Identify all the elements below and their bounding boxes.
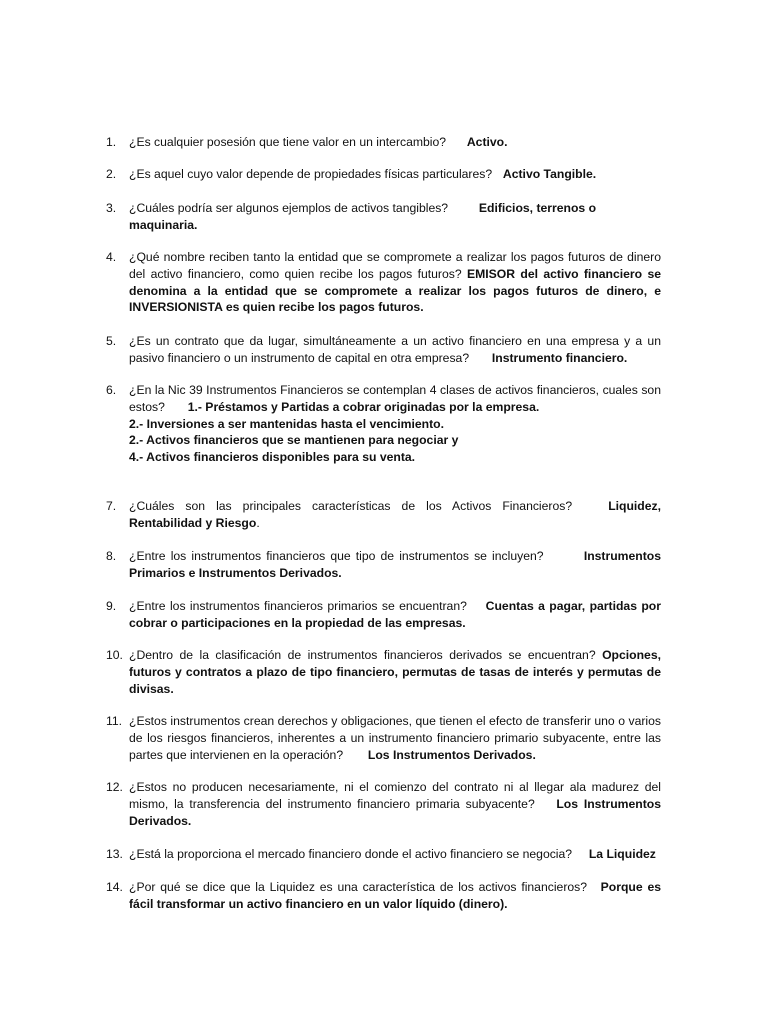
- question-item-2: [106, 166, 661, 183]
- item-number: 1.: [106, 135, 117, 149]
- question-text: ¿Cuáles son las principales características de los Activos Financieros?: [129, 499, 573, 513]
- question-text: ¿Estos instrumentos crean derechos y obligaciones, que tienen el efecto de transferir uno o varios de los riesgos financieros, inherentes a un instrumento financiero primario subyacente, entre las partes que intervienen en la operación?: [129, 714, 661, 762]
- question-text: ¿Es cualquier posesión que tiene valor en un intercambio?: [129, 135, 447, 149]
- question-item-9: [106, 598, 661, 632]
- answer-text: Instrumentos Primarios e Instrumentos Derivados.: [129, 549, 662, 580]
- item-number: 7.: [106, 499, 117, 513]
- question-item-13: [106, 846, 661, 863]
- question-text: ¿Cuáles podría ser algunos ejemplos de activos tangibles?: [129, 201, 449, 215]
- answer-text: Los Instrumentos Derivados.: [129, 796, 662, 828]
- question-item-5: [106, 333, 661, 367]
- answer-text: Opciones, futuros y contratos a plazo de tipo financiero, permutas de tasas de interés y permutas de divisas.: [129, 648, 661, 696]
- question-item-6: [106, 382, 661, 466]
- question-item-1: [106, 134, 661, 151]
- answer-text: Los Instrumentos Derivados.: [367, 747, 536, 762]
- question-text: ¿Qué nombre reciben tanto la entidad que se compromete a realizar los pagos futuros de dinero del activo financiero, como quien recibe los pagos futuros?: [129, 250, 661, 281]
- answer-text: EMISOR del activo financiero se denomina a la entidad que se compromete a realizar los pagos futuros de dinero, e INVERSIONISTA es quien recibe los pagos futuros.: [129, 266, 661, 315]
- question-text: ¿Por qué se dice que la Liquidez es una característica de los activos financieros?: [129, 880, 588, 894]
- question-text: ¿Dentro de la clasificación de instrumentos financieros derivados se encuentran?: [129, 648, 596, 662]
- question-text: ¿Estos no producen necesariamente, ni el comienzo del contrato ni al llegar ala madurez del mismo, la transferencia del instrumento financiero primaria subyacente?: [129, 780, 661, 811]
- question-item-3: [106, 200, 661, 234]
- question-text: ¿Entre los instrumentos financieros que tipo de instrumentos se incluyen?: [129, 549, 544, 563]
- answer-line-1: 1.- Préstamos y Partidas a cobrar originadas por la empresa.: [187, 399, 540, 414]
- answer-line-3: 2.- Activos financieros que se mantienen para negociar y: [129, 433, 459, 448]
- item-number: 11.: [106, 714, 123, 728]
- item-number: 2.: [106, 167, 117, 181]
- question-item-7: [106, 498, 661, 532]
- item-number: 14.: [106, 880, 123, 894]
- item-number: 4.: [106, 250, 117, 264]
- answer-period: .: [256, 515, 260, 530]
- answer-text: Edificios, terrenos o maquinaria.: [129, 201, 597, 232]
- item-number: 6.: [106, 383, 117, 397]
- answer-text: Liquidez, Rentabilidad y Riesgo: [129, 499, 662, 530]
- question-item-11: [106, 713, 661, 763]
- question-item-10: [106, 647, 661, 697]
- answer-text: Instrumento financiero.: [491, 350, 628, 365]
- item-number: 5.: [106, 334, 117, 348]
- item-number: 3.: [106, 201, 117, 215]
- answer-text: La Liquidez: [588, 847, 656, 861]
- answer-text: Activo Tangible.: [502, 167, 597, 181]
- question-item-8: [106, 548, 661, 582]
- question-text: ¿Es un contrato que da lugar, simultáneamente a un activo financiero en una empresa y a un pasivo financiero o un instrumento de capital en otra empresa?: [129, 334, 661, 365]
- answer-line-4: 4.- Activos financieros disponibles para su venta.: [129, 450, 416, 465]
- question-text: ¿Está la proporciona el mercado financiero donde el activo financiero se negocia?: [129, 847, 573, 861]
- question-item-12: [106, 779, 661, 829]
- item-number: 13.: [106, 847, 123, 861]
- question-text: ¿En la Nic 39 Instrumentos Financieros se contemplan 4 clases de activos financieros, cuales son estos?: [129, 383, 661, 414]
- item-number: 8.: [106, 549, 117, 563]
- answer-text: Cuentas a pagar, partidas por cobrar o participaciones en la propiedad de las empresas.: [129, 599, 661, 630]
- question-text: ¿Es aquel cuyo valor depende de propiedades físicas particulares?: [129, 167, 493, 181]
- question-item-14: [106, 879, 661, 913]
- answer-text: Porque es fácil transformar un activo financiero en un valor líquido (dinero).: [129, 880, 661, 911]
- item-number: 9.: [106, 599, 117, 613]
- question-item-4: [106, 249, 661, 316]
- item-number: 12.: [106, 780, 123, 794]
- question-text: ¿Entre los instrumentos financieros primarios se encuentran?: [129, 599, 467, 613]
- answer-text: Activo.: [466, 135, 508, 149]
- answer-line-2: 2.- Inversiones a ser mantenidas hasta el vencimiento.: [129, 416, 444, 431]
- item-number: 10.: [106, 648, 123, 662]
